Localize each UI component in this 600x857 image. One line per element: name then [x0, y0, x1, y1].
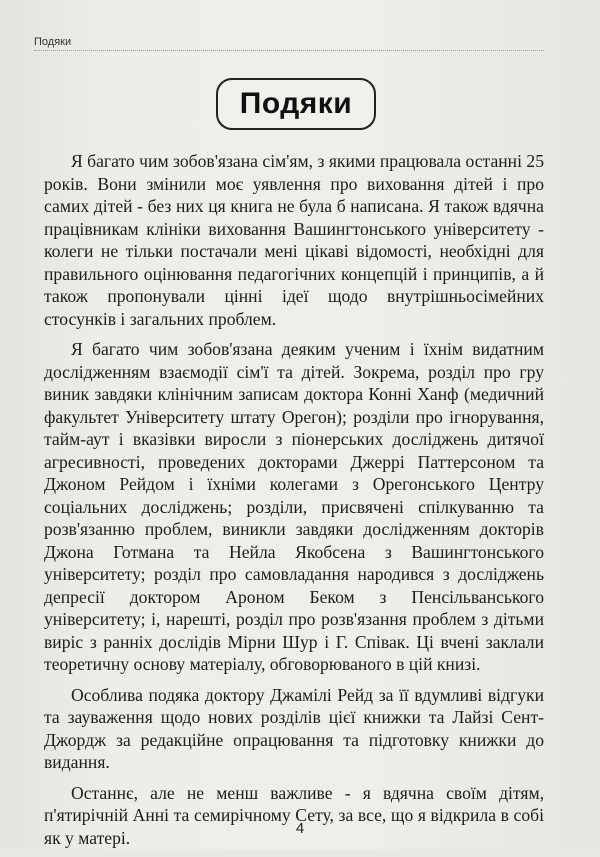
paragraph: Останнє, але не менш важливе - я вдячна своїм дітям, п'ятирічній Анні та семирічному Сету, за все, що я відкрила в собі як у матері. — [44, 782, 544, 848]
page-title: Подяки — [239, 87, 353, 120]
paragraph: Я багато чим зобов'язана сім'ям, з якими працювала останні 25 років. Вони змінили моє уявлення про виховання дітей і про самих дітей - без них ця книга не була б написана. Я також вдячна працівникам клініки виховання Вашингтонського університету - колеги не тільки постачали мені цікаві відомості, необхідні для правильного оцінювання педагогічних концепцій і принципів, а й також пропонували цінні ідеї щодо внутрішньосімейних стосунків і загальних проблем. — [44, 151, 544, 329]
paragraph: Я багато чим зобов'язана деяким ученим і їхнім видатним дослідженням взаємодії сім'ї та дітей. Зокрема, розділ про гру виник завдяки клінічним записам доктора Конні Ханф (медичний факультет Університету штату Орегон); розділи про ігнорування, тайм-аут і вказівки виросли з піонерських досліджень дитячої агресивності, проведених докторами Джеррі Паттерсоном та Джоном Рейдом і їхніми колегами з Орегонського Центру соціальних досліджень; розділи, присвячені спілкуванню та розв'язанню проблем, виникли завдяки дослідженням докторів Джона Готмана та Нейла Якобсена з Вашингтонського університету; розділ про самовладання народився з досліджень депресії доктором Ароном Беком з Пенсільванського університету; і, нарешті, розділ про розв'язання проблем з дітьми виріс з ранніх дослідів Мірни Шур і Г. Співак. Ці вчені заклали теоретичну основу матеріалу, обговорюваного в цій книзі. — [44, 339, 544, 674]
title-frame — [216, 78, 376, 130]
body-text — [44, 150, 544, 857]
page-number: 4 — [295, 820, 305, 837]
paragraph: Особлива подяка доктору Джамілі Рейд за її вдумливі відгуки та зауваження щодо нових розділів цієї книжки та Лайзі Сент-Джордж за редакційне опрацювання та підготовку книжки до видання. — [44, 684, 544, 772]
header-divider — [34, 50, 544, 51]
running-header: Подяки — [34, 36, 72, 48]
